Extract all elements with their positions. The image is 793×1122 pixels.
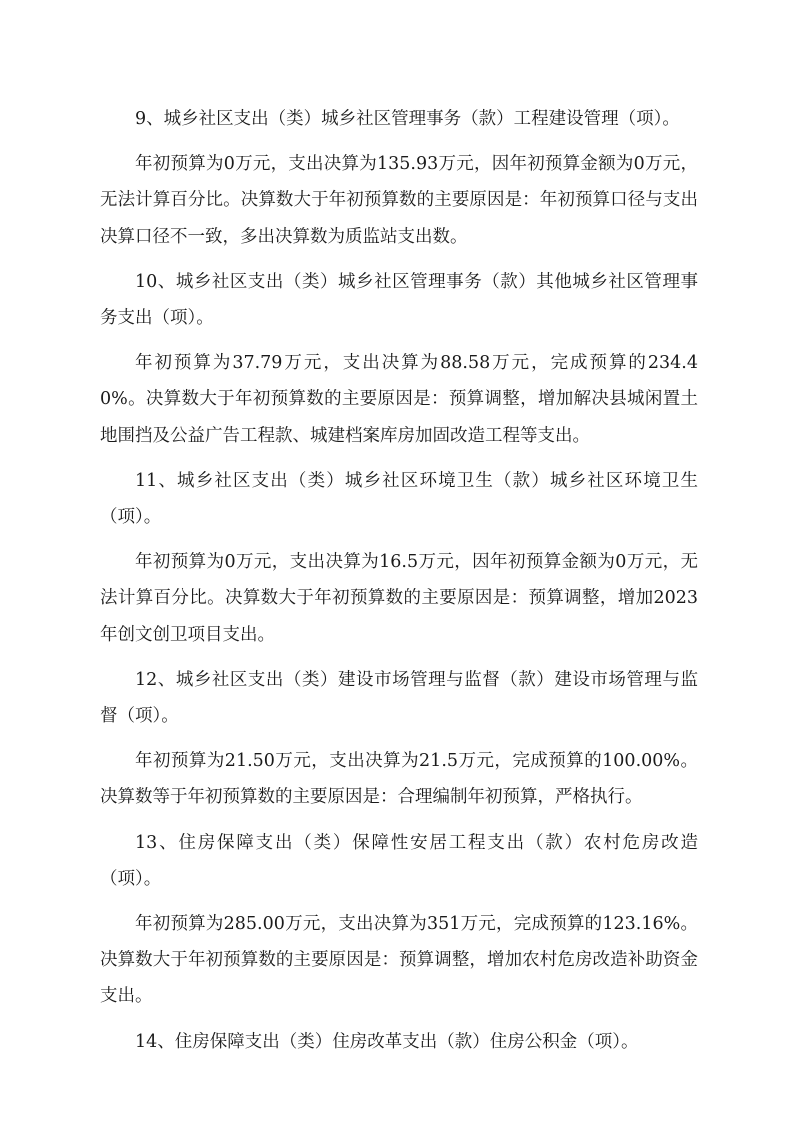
item-heading-10: 10、城乡社区支出（类）城乡社区管理事务（款）其他城乡社区管理事务支出（项）。 xyxy=(100,271,698,329)
item-heading-13: 13、住房保障支出（类）保障性安居工程支出（款）农村危房改造（项）。 xyxy=(100,832,698,889)
item-body-9: 年初预算为0万元，支出决算为135.93万元，因年初预算金额为0万元，无法计算百分比。决算数大于年初预算数的主要原因是：年初预算口径与支出决算口径不一致，多出决算数为质监站支出数。 xyxy=(100,154,698,247)
item-body-13: 年初预算为285.00万元，支出决算为351万元，完成预算的123.16%。决算数大于年初预算数的主要原因是：预算调整，增加农村危房改造补助资金支出。 xyxy=(100,914,698,1007)
document-body xyxy=(100,101,698,1069)
item-body-11: 年初预算为0万元，支出决算为16.5万元，因年初预算金额为0万元，无法计算百分比。决算数大于年初预算数的主要原因是：预算调整，增加2023年创文创卫项目支出。 xyxy=(100,552,698,645)
item-heading-9: 9、城乡社区支出（类）城乡社区管理事务（款）工程建设管理（项）。 xyxy=(135,109,680,129)
item-heading-14: 14、住房保障支出（类）住房改革支出（款）住房公积金（项）。 xyxy=(135,1031,639,1052)
item-heading-11: 11、城乡社区支出（类）城乡社区环境卫生（款）城乡社区环境卫生（项）。 xyxy=(100,470,698,528)
item-heading-12: 12、城乡社区支出（类）建设市场管理与监督（款）建设市场管理与监督（项）。 xyxy=(100,669,698,727)
item-body-10: 年初预算为37.79万元，支出决算为88.58万元，完成预算的234.40%。决算数大于年初预算数的主要原因是：预算调整，增加解决县城闲置土地围挡及公益广告工程款、城建档案库房加固改造工程等支出。 xyxy=(100,353,698,446)
item-body-12: 年初预算为21.50万元，支出决算为21.5万元，完成预算的100.00%。决算数等于年初预算数的主要原因是：合理编制年初预算，严格执行。 xyxy=(100,751,698,808)
